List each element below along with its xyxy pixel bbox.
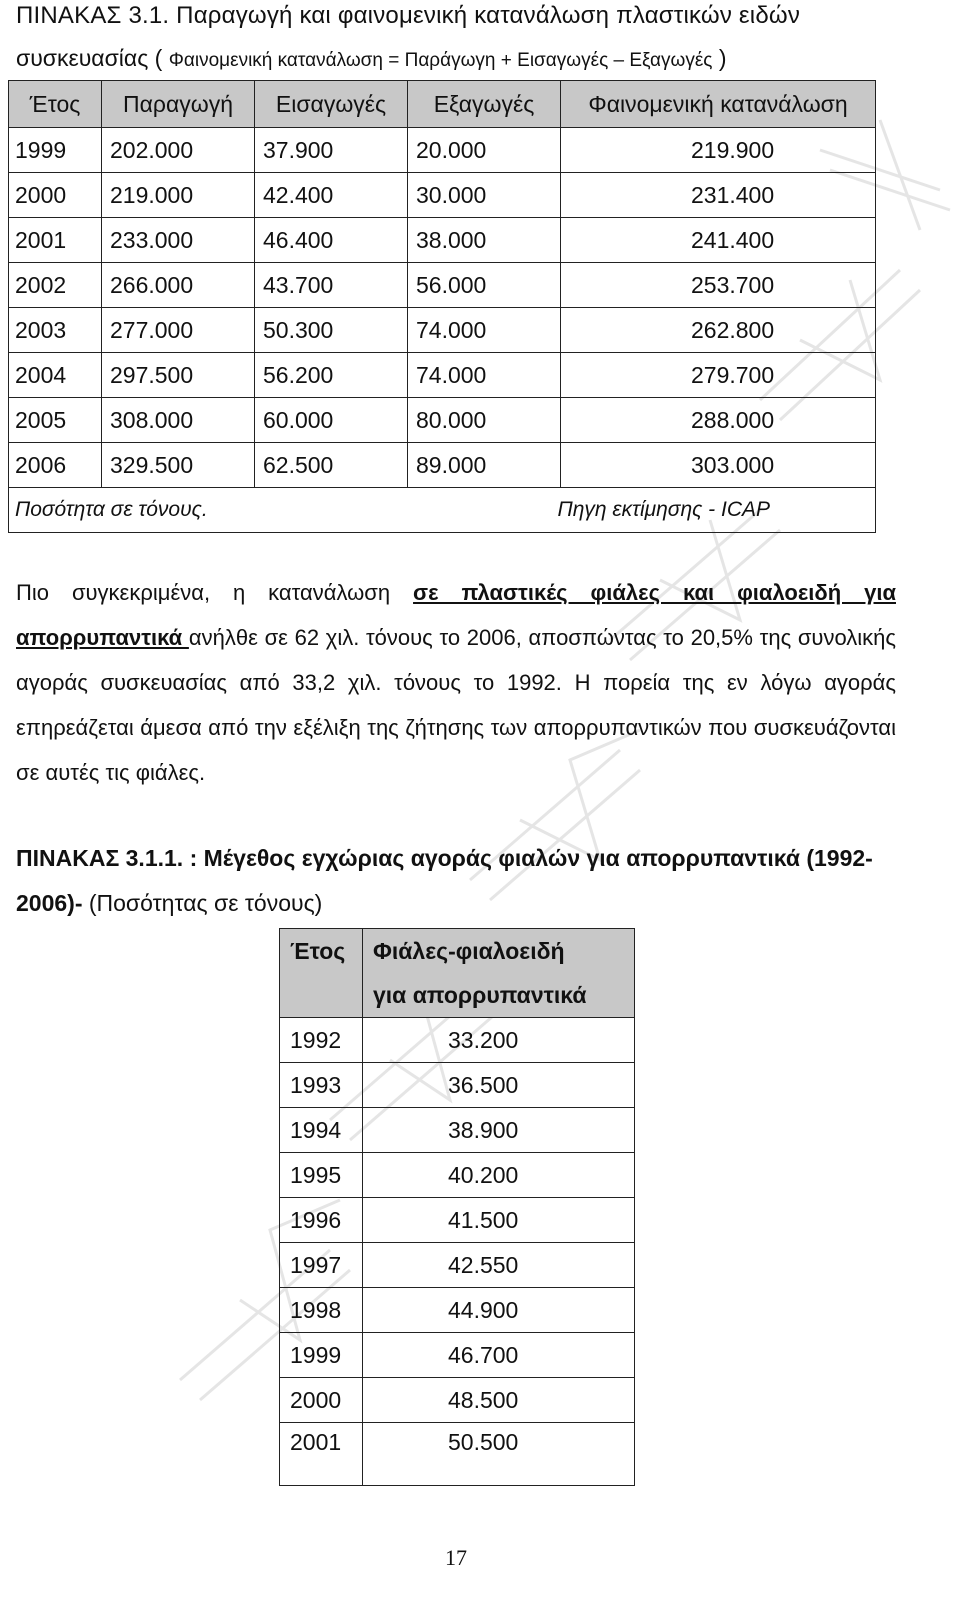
table2-row [280,1423,635,1486]
paragraph-underlined: σε πλαστικές φιάλες και φιαλοειδή για απορρυπαντικά [16,580,896,650]
cell-consumption: 262.800 [561,308,876,353]
cell-year: 2006 [9,443,102,488]
table1-row [9,398,876,443]
cell-year: 1998 [280,1288,363,1333]
cell-production: 266.000 [102,263,255,308]
table2-header-value-line2: για απορρυπαντικά [373,982,587,1008]
table1-subtitle-prefix: συσκευασίας ( [16,45,163,71]
table2-row [280,1288,635,1333]
cell-year: 2004 [9,353,102,398]
table1-row [9,443,876,488]
cell-imports: 60.000 [255,398,408,443]
table2-header-value [363,929,635,1018]
cell-quantity: 42.550 [363,1243,635,1288]
cell-consumption: 288.000 [561,398,876,443]
header-exports: Εξαγωγές [408,81,561,128]
table2-row [280,1198,635,1243]
cell-year: 1996 [280,1198,363,1243]
cell-quantity: 33.200 [363,1018,635,1063]
cell-year: 2000 [9,173,102,218]
cell-year: 1997 [280,1243,363,1288]
cell-year: 1999 [9,128,102,173]
cell-production: 219.000 [102,173,255,218]
table1-source-text: Πηγη εκτίμησης - ICAP [557,498,770,521]
cell-consumption: 279.700 [561,353,876,398]
cell-imports: 62.500 [255,443,408,488]
cell-year: 2001 [280,1423,363,1486]
cell-exports: 74.000 [408,353,561,398]
cell-production: 308.000 [102,398,255,443]
cell-quantity: 48.500 [363,1378,635,1423]
cell-production: 329.500 [102,443,255,488]
cell-exports: 30.000 [408,173,561,218]
cell-consumption: 231.400 [561,173,876,218]
cell-imports: 46.400 [255,218,408,263]
table2-row [280,1378,635,1423]
cell-exports: 80.000 [408,398,561,443]
table1-footer-row [9,488,876,533]
table1-row [9,128,876,173]
paragraph-part1: Πιο συγκεκριμένα, η κατανάλωση [16,580,414,605]
cell-production: 297.500 [102,353,255,398]
table2-row [280,1018,635,1063]
cell-consumption: 219.900 [561,128,876,173]
cell-quantity: 44.900 [363,1288,635,1333]
cell-year: 1992 [280,1018,363,1063]
table2-row [280,1333,635,1378]
header-year: Έτος [9,81,102,128]
cell-imports: 37.900 [255,128,408,173]
cell-imports: 56.200 [255,353,408,398]
cell-year: 2001 [9,218,102,263]
table2-title [16,836,916,926]
production-consumption-table [8,80,876,533]
cell-imports: 42.400 [255,173,408,218]
cell-year: 1995 [280,1153,363,1198]
cell-year: 1993 [280,1063,363,1108]
table2-row [280,1243,635,1288]
cell-year: 2002 [9,263,102,308]
cell-exports: 20.000 [408,128,561,173]
cell-consumption: 303.000 [561,443,876,488]
cell-quantity: 36.500 [363,1063,635,1108]
body-paragraph [16,570,896,795]
bottles-market-table [279,928,635,1486]
table2-title-bold: ΠΙΝΑΚΑΣ 3.1.1. : Μέγεθος εγχώριας αγοράς φιαλών για απορρυπαντικά (1992-2006)- [16,845,873,916]
cell-year: 1994 [280,1108,363,1153]
table1-subtitle-suffix: ) [718,45,727,71]
cell-consumption: 241.400 [561,218,876,263]
table2-header-year: Έτος [280,929,363,1018]
page-number: 17 [445,1545,467,1570]
table2-row [280,1108,635,1153]
cell-year: 2005 [9,398,102,443]
table2-header-value-line1: Φιάλες-φιαλοειδή [373,938,565,964]
header-apparent-consumption: Φαινομενική κατανάλωση [561,81,876,128]
table2-title-normal: (Ποσότητας σε τόνους) [82,890,323,916]
cell-production: 202.000 [102,128,255,173]
cell-year: 2000 [280,1378,363,1423]
cell-year: 1999 [280,1333,363,1378]
cell-exports: 89.000 [408,443,561,488]
table1-source-note [408,488,876,533]
table1-subtitle [16,42,916,77]
table1-row [9,263,876,308]
cell-quantity: 40.200 [363,1153,635,1198]
table2-row [280,1153,635,1198]
cell-year: 2003 [9,308,102,353]
table1-header-row [9,81,876,128]
cell-exports: 74.000 [408,308,561,353]
cell-production: 277.000 [102,308,255,353]
cell-quantity: 41.500 [363,1198,635,1243]
cell-imports: 43.700 [255,263,408,308]
table2-row [280,1063,635,1108]
table1-unit-note: Ποσότητα σε τόνους. [9,488,408,533]
table1-title: ΠΙΝΑΚΑΣ 3.1. Παραγωγή και φαινομενική κατανάλωση πλαστικών ειδών [16,2,801,29]
paragraph-part2: ανήλθε σε 62 χιλ. τόνους το 2006, αποσπώντας το 20,5% της συνολικής αγοράς συσκευασίας από 33,2 χιλ. τόνους το 1992. Η πορεία της εν λόγω αγοράς επηρεάζεται άμεσα από την εξέλιξη της ζήτησης των απορρυπαντικών που συσκευάζονται σε αυτές τις φιάλες. [16,625,896,785]
table1-formula: Φαινομενική κατανάλωση = Παράγωγη + Εισαγωγές – Εξαγωγές [168,50,713,71]
cell-quantity: 38.900 [363,1108,635,1153]
cell-production: 233.000 [102,218,255,263]
cell-quantity: 46.700 [363,1333,635,1378]
table1-row [9,173,876,218]
table1-row [9,353,876,398]
cell-imports: 50.300 [255,308,408,353]
table1-row [9,218,876,263]
table2-header-row [280,929,635,1018]
cell-quantity: 50.500 [363,1423,635,1486]
header-imports: Εισαγωγές [255,81,408,128]
header-production: Παραγωγή [102,81,255,128]
cell-exports: 38.000 [408,218,561,263]
cell-exports: 56.000 [408,263,561,308]
table1-row [9,308,876,353]
cell-consumption: 253.700 [561,263,876,308]
